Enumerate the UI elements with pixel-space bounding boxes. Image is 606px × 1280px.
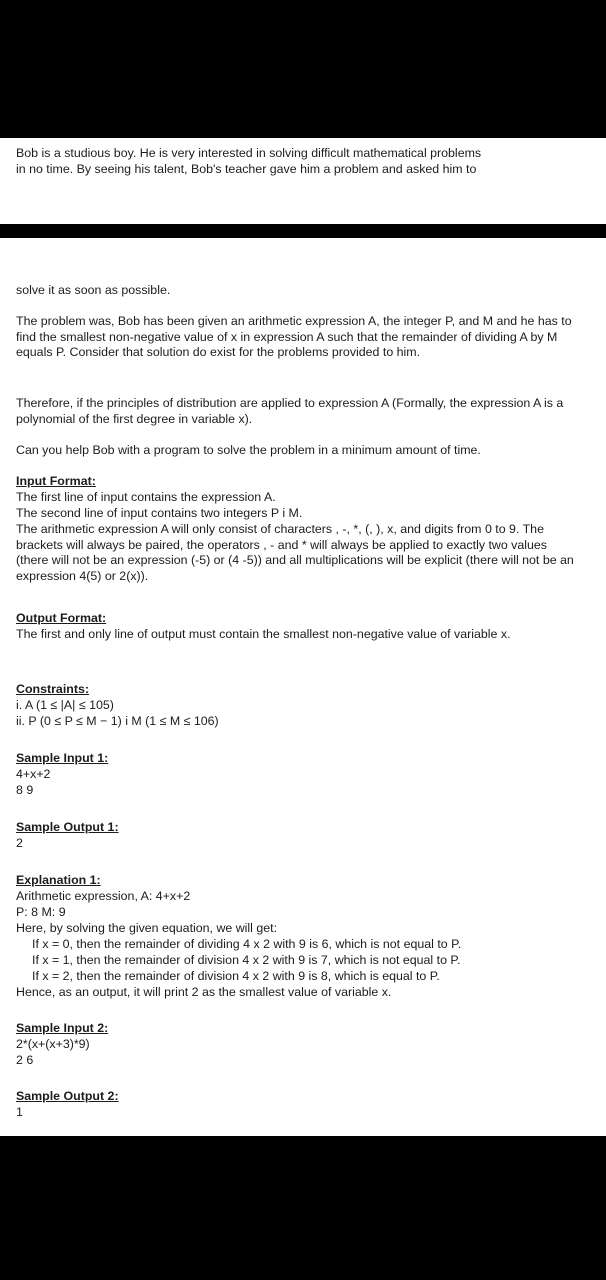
input-format-line-2: The second line of input contains two integers P i M. bbox=[16, 506, 303, 520]
explanation-1-case-1: If x = 1, then the remainder of division 4 x 2 with 9 is 7, which is not equal to P. bbox=[32, 953, 461, 967]
constraint-2: ii. P (0 ≤ P ≤ M − 1) i M (1 ≤ M ≤ 106) bbox=[16, 714, 219, 728]
sample-input-2-heading: Sample Input 2: bbox=[16, 1021, 109, 1035]
sample-input-1-line-2: 8 9 bbox=[16, 783, 34, 797]
explanation-1-line-3: Here, by solving the given equation, we will get: bbox=[16, 921, 278, 935]
sample-output-2-heading: Sample Output 2: bbox=[16, 1089, 119, 1103]
problem-paragraph-3: Can you help Bob with a program to solve the problem in a minimum amount of time. bbox=[16, 443, 481, 457]
explanation-1-case-0: If x = 0, then the remainder of dividing 4 x 2 with 9 is 6, which is not equal to P. bbox=[32, 937, 462, 951]
sample-input-2-line-2: 2 6 bbox=[16, 1053, 34, 1067]
sample-input-2-line-1: 2*(x+(x+3)*9) bbox=[16, 1037, 90, 1051]
sample-output-1-heading: Sample Output 1: bbox=[16, 820, 119, 834]
explanation-1-line-1: Arithmetic expression, A: 4+x+2 bbox=[16, 889, 191, 903]
input-format-line-3: The arithmetic expression A will only consist of characters , -, *, (, ), x, and digits from 0 to 9. The brackets will always be paired, the operators , - and * will always be applied to exactly two values (there will not be an expression (-5) or (4 -5)) and all multiplications will be explicit (there will not be an expression 4(5) or 2(x)). bbox=[16, 522, 574, 583]
explanation-1-line-6 bbox=[16, 969, 576, 985]
sample-input-1-heading: Sample Input 1: bbox=[16, 751, 109, 765]
input-format-line-1: The first line of input contains the expression A. bbox=[16, 490, 276, 504]
sample-output-1-line-1: 2 bbox=[16, 836, 23, 850]
explanation-1-line-4 bbox=[16, 937, 576, 953]
constraint-1: i. A (1 ≤ |A| ≤ 105) bbox=[16, 698, 114, 712]
output-format-text: The first and only line of output must contain the smallest non-negative value of variable x. bbox=[16, 627, 511, 641]
explanation-1-line-7: Hence, as an output, it will print 2 as the smallest value of variable x. bbox=[16, 985, 392, 999]
problem-paragraph-2: Therefore, if the principles of distribution are applied to expression A (Formally, the expression A is a polynomial of the first degree in variable x). bbox=[16, 396, 564, 426]
input-format-heading: Input Format: bbox=[16, 474, 96, 488]
explanation-1-line-2: P: 8 M: 9 bbox=[16, 905, 66, 919]
constraints-heading: Constraints: bbox=[16, 682, 89, 696]
sample-output-2-line-1: 1 bbox=[16, 1105, 23, 1119]
explanation-1-heading: Explanation 1: bbox=[16, 873, 101, 887]
intro-line-1: Bob is a studious boy. He is very interested in solving difficult mathematical problems bbox=[16, 146, 482, 160]
explanation-1-case-2: If x = 2, then the remainder of division 4 x 2 with 9 is 8, which is equal to P. bbox=[32, 969, 440, 983]
sample-input-1-line-1: 4+x+2 bbox=[16, 767, 51, 781]
output-format-heading: Output Format: bbox=[16, 611, 107, 625]
intro-line-2: in no time. By seeing his talent, Bob's teacher gave him a problem and asked him to bbox=[16, 161, 477, 176]
explanation-1-line-5 bbox=[16, 953, 576, 969]
intro-continued: solve it as soon as possible. bbox=[16, 283, 171, 297]
problem-paragraph-1: The problem was, Bob has been given an arithmetic expression A, the integer P, and M and he has to find the smallest non-negative value of x in expression A such that the remainder of dividing A by M equals P. Consider that solution do exist for the problems provided to him. bbox=[16, 314, 572, 359]
page-fragment-main bbox=[0, 238, 606, 1136]
page-fragment-top bbox=[0, 138, 606, 224]
intro-text bbox=[16, 146, 576, 177]
